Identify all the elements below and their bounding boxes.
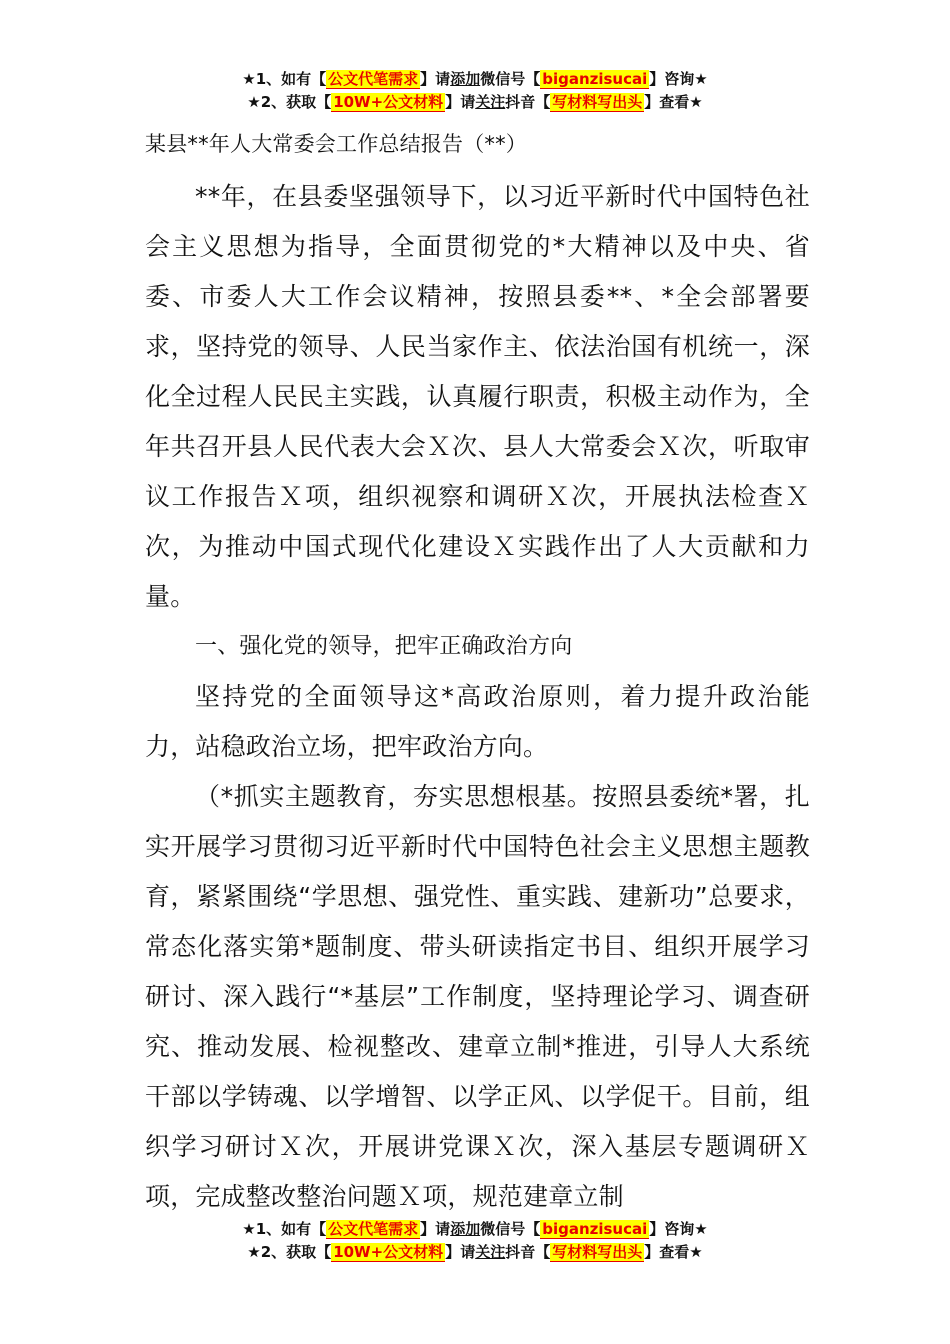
document-title: 某县**年人大常委会工作总结报告（**） — [145, 132, 527, 156]
promo-line-1 — [0, 68, 950, 91]
promo-text: 】请 — [445, 1243, 476, 1261]
section-intro-paragraph: 坚持党的全面领导这*高政治原则，着力提升政治能力，站稳政治立场，把牢政治方向。 — [145, 682, 810, 761]
promo-highlight: 公文代笔需求 — [328, 1220, 419, 1238]
document-body — [145, 128, 810, 1222]
promo-underlined: 关注 — [475, 93, 506, 111]
promo-text: 】咨询★ — [649, 1220, 708, 1238]
promo-highlight: 公文代笔需求 — [328, 70, 419, 88]
section-item-paragraph: （*抓实主题教育，夯实思想根基。按照县委统*署，扎实开展学习贯彻习近平新时代中国特色社会主义思想主题教育，紧紧围绕“学思想、强党性、重实践、建新功”总要求，常态化落实第*题制度、带头研读指定书目、组织开展学习研讨、深入践行“*基层”工作制度，坚持理论学习、调查研究、推动发展、检视整改、建章立制*推进，引导人大系统干部以学铸魂、以学增智、以学正风、以学促干。目前，组织学习研讨Ｘ次，开展讲党课Ｘ次，深入基层专题调研Ｘ项，完成整改整治问题Ｘ项，规范建章立制 — [145, 782, 810, 1211]
promo-text: ★2、获取【 — [247, 93, 332, 111]
promo-text: ★2、获取【 — [247, 1243, 332, 1261]
promo-line-2 — [0, 91, 950, 114]
promo-text: 抖音【 — [505, 1243, 551, 1261]
promo-text: 】咨询★ — [649, 70, 708, 88]
header-promo-banner — [0, 68, 950, 114]
promo-underlined: 关注 — [475, 1243, 506, 1261]
promo-highlight-wechat: biganzisucai — [542, 1220, 648, 1238]
promo-highlight-wechat: biganzisucai — [542, 70, 648, 88]
promo-text: ★1、如有【 — [242, 1220, 327, 1238]
promo-highlight: 10W+公文材料 — [333, 1243, 444, 1261]
promo-text: 微信号【 — [480, 1220, 541, 1238]
promo-line-2 — [0, 1241, 950, 1264]
promo-text: 抖音【 — [505, 93, 551, 111]
promo-text: 】请 — [420, 70, 451, 88]
intro-paragraph: **年，在县委坚强领导下，以习近平新时代中国特色社会主义思想为指导，全面贯彻党的*大精神以及中央、省委、市委人大工作会议精神，按照县委**、*全会部署要求，坚持党的领导、人民当家作主、依法治国有机统一，深化全过程人民民主实践，认真履行职责，积极主动作为，全年共召开县人民代表大会Ｘ次、县人大常委会Ｘ次，听取审议工作报告Ｘ项，组织视察和调研Ｘ次，开展执法检查Ｘ次，为推动中国式现代化建设Ｘ实践作出了人大贡献和力量。 — [145, 182, 810, 611]
promo-text: ★1、如有【 — [242, 70, 327, 88]
promo-highlight: 10W+公文材料 — [333, 93, 444, 111]
promo-underlined: 添加 — [450, 1220, 481, 1238]
promo-text: 】请 — [420, 1220, 451, 1238]
promo-text: 】查看★ — [644, 93, 703, 111]
promo-highlight-douyin: 写材料写出头 — [552, 93, 643, 111]
promo-text: 】请 — [445, 93, 476, 111]
promo-line-1 — [0, 1218, 950, 1241]
promo-text: 】查看★ — [644, 1243, 703, 1261]
promo-underlined: 添加 — [450, 70, 481, 88]
promo-highlight-douyin: 写材料写出头 — [552, 1243, 643, 1261]
section-heading: 一、强化党的领导，把牢正确政治方向 — [195, 634, 573, 659]
footer-promo-banner — [0, 1218, 950, 1264]
promo-text: 微信号【 — [480, 70, 541, 88]
